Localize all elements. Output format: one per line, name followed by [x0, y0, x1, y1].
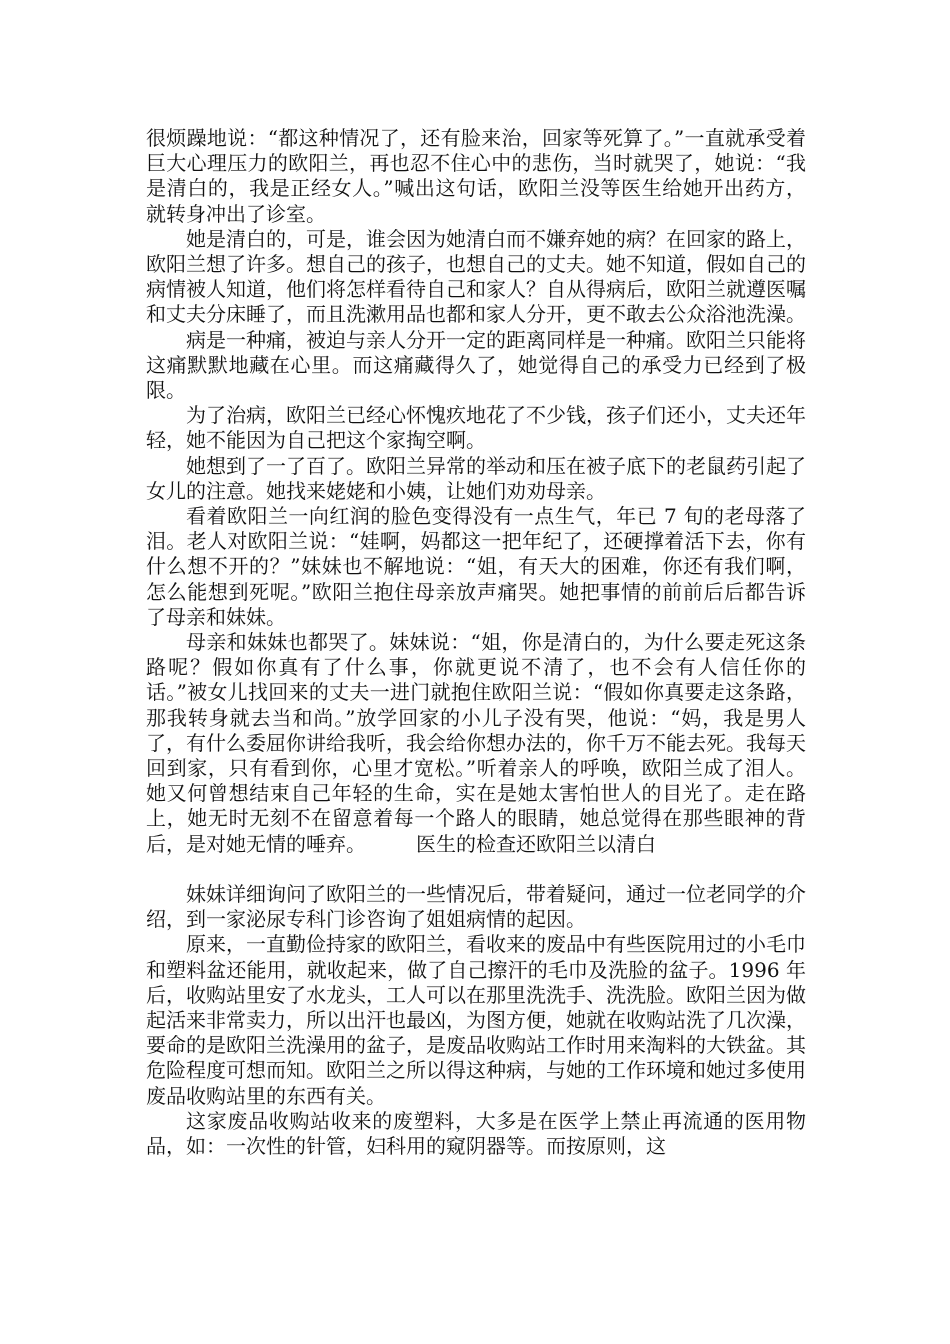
paragraph: 看着欧阳兰一向红润的脸色变得没有一点生气，年已 7 旬的老母落了泪。老人对欧阳兰说：“娃啊，妈都这一把年纪了，还硬撑着活下去，你有什么想不开的？”妹妹也不解地说：“姐，有天大的困难，你还有我们啊，怎么能想到死呢。”欧阳兰抱住母亲放声痛哭。她把事情的前前后后都告诉了母亲和妹妹。: [146, 504, 806, 629]
document-body: [146, 126, 806, 1159]
paragraph: 原来，一直勤俭持家的欧阳兰，看收来的废品中有些医院用过的小毛巾和塑料盆还能用，就收起来，做了自己擦汗的毛巾及洗脸的盆子。1996 年后，收购站里安了水龙头，工人可以在那里洗洗手、洗洗脸。欧阳兰因为做起活来非常卖力，所以出汗也最凶，为图方便，她就在收购站洗了几次澡，要命的是欧阳兰洗澡用的盆子，是废品收购站工作时用来淘料的大铁盆。其危险程度可想而知。欧阳兰之所以得这种病，与她的工作环境和她过多使用废品收购站里的东西有关。: [146, 932, 806, 1108]
paragraph: 她想到了一了百了。欧阳兰异常的举动和压在被子底下的老鼠药引起了女儿的注意。她找来姥姥和小姨，让她们劝劝母亲。: [146, 453, 806, 503]
paragraph: 妹妹详细询问了欧阳兰的一些情况后，带着疑问，通过一位老同学的介绍，到一家泌尿专科门诊咨询了姐姐病情的起因。: [146, 881, 806, 932]
paragraph-gap: [146, 857, 806, 882]
paragraph: 母亲和妹妹也都哭了。妹妹说：“姐，你是清白的，为什么要走死这条路呢？假如你真有了什么事，你就更说不清了，也不会有人信任你的话。”被女儿找回来的丈夫一进门就抱住欧阳兰说：“假如你真要走这条路，那我转身就去当和尚。”放学回家的小儿子没有哭，他说：“妈，我是男人了，有什么委屈你讲给我听，我会给你想办法的，你千万不能去死。我每天回到家，只有看到你，心里才宽松。”听着亲人的呼唤，欧阳兰成了泪人。她又何曾想结束自己年轻的生命，实在是她太害怕世人的目光了。走在路上，她无时无刻不在留意着每一个路人的眼睛，她总觉得在那些眼神的背后，是对她无情的唾弃。 医生的检查还欧阳兰以清白: [146, 630, 806, 856]
paragraph: 病是一种痛，被迫与亲人分开一定的距离同样是一种痛。欧阳兰只能将这痛默默地藏在心里。而这痛藏得久了，她觉得自己的承受力已经到了极限。: [146, 327, 806, 403]
paragraph: 很烦躁地说：“都这种情况了，还有脸来治，回家等死算了。”一直就承受着巨大心理压力的欧阳兰，再也忍不住心中的悲伤，当时就哭了，她说：“我是清白的，我是正经女人。”喊出这句话，欧阳兰没等医生给她开出药方，就转身冲出了诊室。: [146, 126, 806, 226]
paragraph: 这家废品收购站收来的废塑料，大多是在医学上禁止再流通的医用物品，如：一次性的针管，妇科用的窥阴器等。而按原则，这: [146, 1108, 806, 1158]
paragraph: 为了治病，欧阳兰已经心怀愧疚地花了不少钱，孩子们还小，丈夫还年轻，她不能因为自己把这个家掏空啊。: [146, 403, 806, 453]
paragraph: 她是清白的，可是，谁会因为她清白而不嫌弃她的病？在回家的路上，欧阳兰想了许多。想自己的孩子，也想自己的丈夫。她不知道，假如自己的病情被人知道，他们将怎样看待自己和家人？自从得病后，欧阳兰就遵医嘱和丈夫分床睡了，而且洗漱用品也都和家人分开，更不敢去公众浴池洗澡。: [146, 226, 806, 327]
